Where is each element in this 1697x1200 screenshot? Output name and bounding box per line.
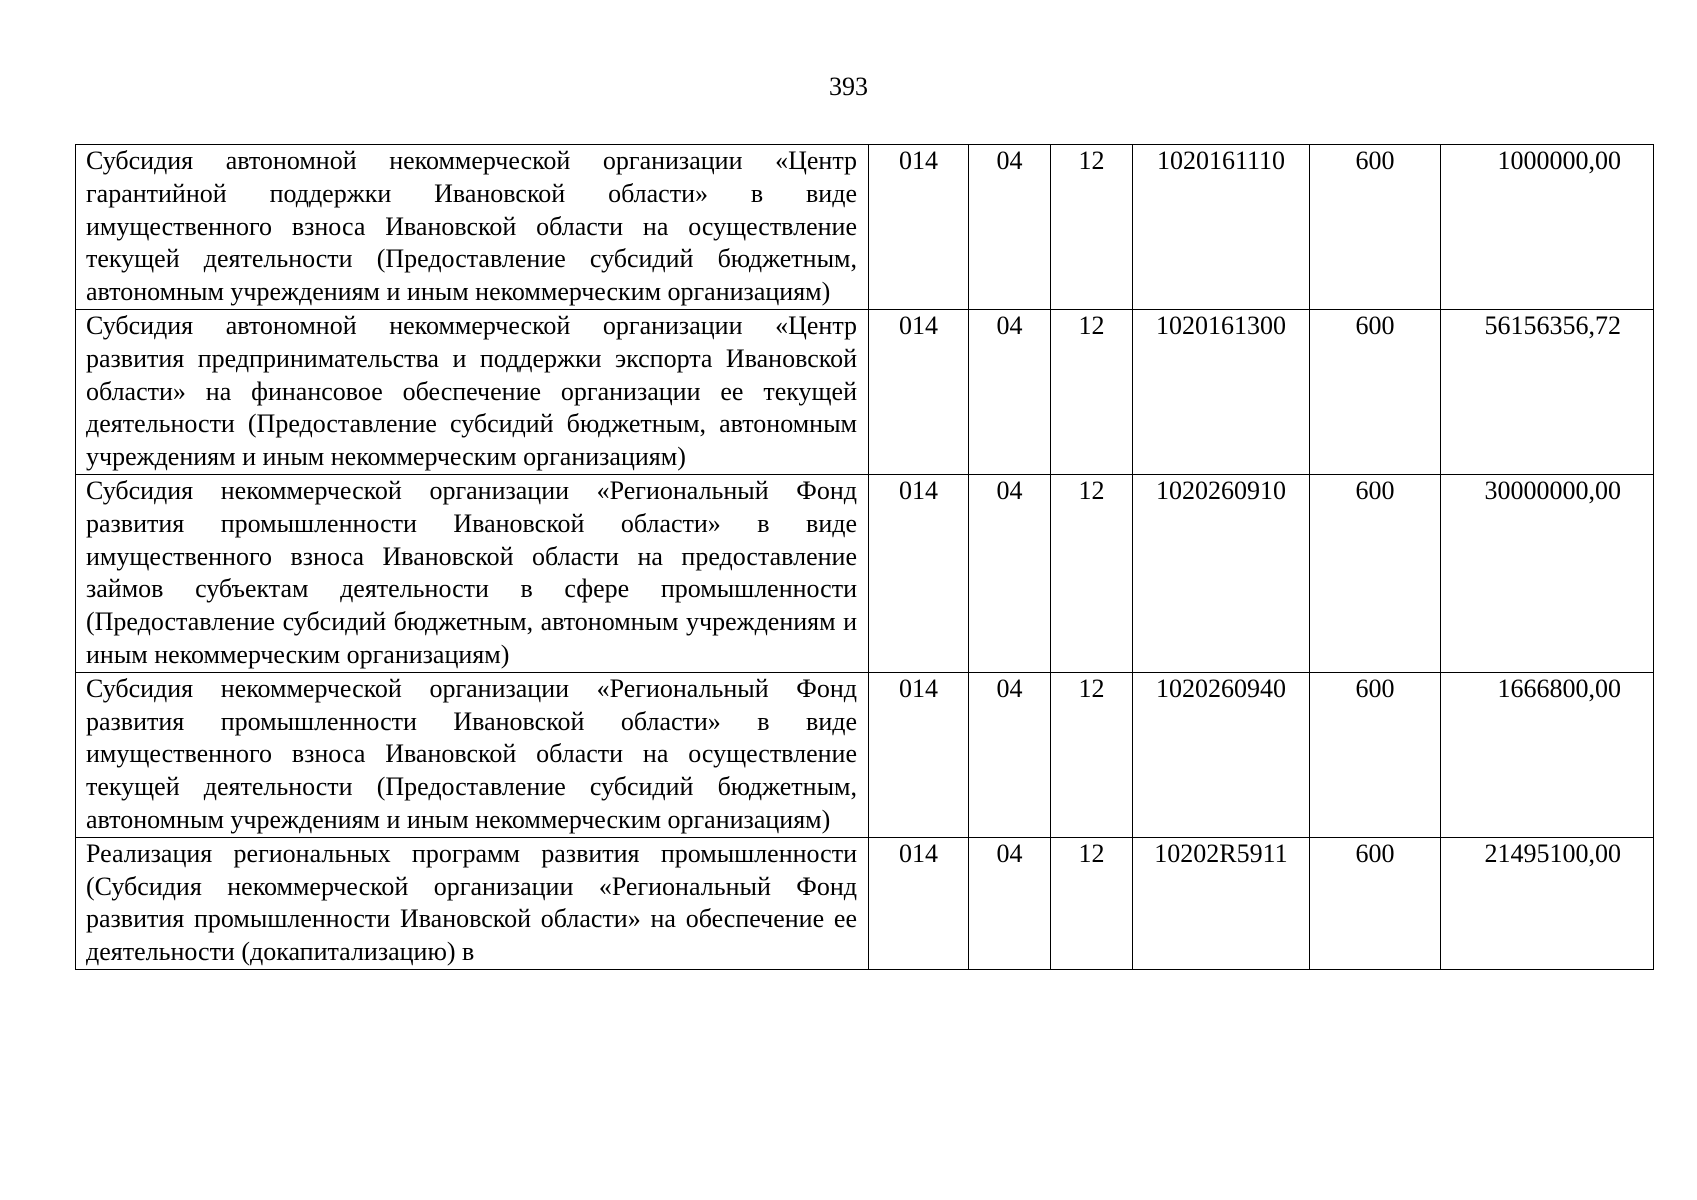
section-code: 04 bbox=[969, 145, 1051, 310]
expense-description: Реализация региональных программ развития промышленности (Субсидия некоммерческой организации «Региональный Фонд развития промышленности Ивановской области» на обеспечение ее деятельности (докапитализацию) в bbox=[76, 837, 869, 969]
table-row bbox=[76, 672, 1654, 837]
expense-description: Субсидия некоммерческой организации «Региональный Фонд развития промышленности Ивановской области» в виде имущественного взноса Ивановской области на предоставление займов субъектам деятельности в сфере промышленности (Предоставление субсидий бюджетным, автономным учреждениям и иным некоммерческим организациям) bbox=[76, 474, 869, 672]
section-code: 04 bbox=[969, 672, 1051, 837]
subsection-code: 12 bbox=[1051, 672, 1133, 837]
target-article-code: 1020260910 bbox=[1133, 474, 1310, 672]
section-code: 04 bbox=[969, 837, 1051, 969]
target-article-code: 10202R5911 bbox=[1133, 837, 1310, 969]
administrator-code: 014 bbox=[869, 672, 969, 837]
amount: 21495100,00 bbox=[1441, 837, 1654, 969]
administrator-code: 014 bbox=[869, 145, 969, 310]
expense-type-code: 600 bbox=[1310, 837, 1441, 969]
expense-type-code: 600 bbox=[1310, 474, 1441, 672]
target-article-code: 1020260940 bbox=[1133, 672, 1310, 837]
expense-description: Субсидия автономной некоммерческой организации «Центр гарантийной поддержки Ивановской области» в виде имущественного взноса Ивановской области на осуществление текущей деятельности (Предоставление субсидий бюджетным, автономным учреждениям и иным некоммерческим организациям) bbox=[76, 145, 869, 310]
table-row bbox=[76, 309, 1654, 474]
page-number: 393 bbox=[829, 72, 868, 101]
expense-description: Субсидия некоммерческой организации «Региональный Фонд развития промышленности Ивановской области» в виде имущественного взноса Ивановской области на осуществление текущей деятельности (Предоставление субсидий бюджетным, автономным учреждениям и иным некоммерческим организациям) bbox=[76, 672, 869, 837]
section-code: 04 bbox=[969, 474, 1051, 672]
subsection-code: 12 bbox=[1051, 309, 1133, 474]
administrator-code: 014 bbox=[869, 837, 969, 969]
amount: 56156356,72 bbox=[1441, 309, 1654, 474]
expense-type-code: 600 bbox=[1310, 309, 1441, 474]
target-article-code: 1020161110 bbox=[1133, 145, 1310, 310]
amount: 1000000,00 bbox=[1441, 145, 1654, 310]
table-row bbox=[76, 145, 1654, 310]
amount: 30000000,00 bbox=[1441, 474, 1654, 672]
table-row bbox=[76, 837, 1654, 969]
target-article-code: 1020161300 bbox=[1133, 309, 1310, 474]
subsection-code: 12 bbox=[1051, 837, 1133, 969]
table-row bbox=[76, 474, 1654, 672]
subsection-code: 12 bbox=[1051, 145, 1133, 310]
administrator-code: 014 bbox=[869, 309, 969, 474]
expense-description: Субсидия автономной некоммерческой организации «Центр развития предпринимательства и поддержки экспорта Ивановской области» на финансовое обеспечение организации ее текущей деятельности (Предоставление субсидий бюджетным, автономным учреждениям и иным некоммерческим организациям) bbox=[76, 309, 869, 474]
subsection-code: 12 bbox=[1051, 474, 1133, 672]
amount: 1666800,00 bbox=[1441, 672, 1654, 837]
expense-type-code: 600 bbox=[1310, 672, 1441, 837]
section-code: 04 bbox=[969, 309, 1051, 474]
administrator-code: 014 bbox=[869, 474, 969, 672]
budget-table bbox=[75, 144, 1654, 970]
expense-type-code: 600 bbox=[1310, 145, 1441, 310]
